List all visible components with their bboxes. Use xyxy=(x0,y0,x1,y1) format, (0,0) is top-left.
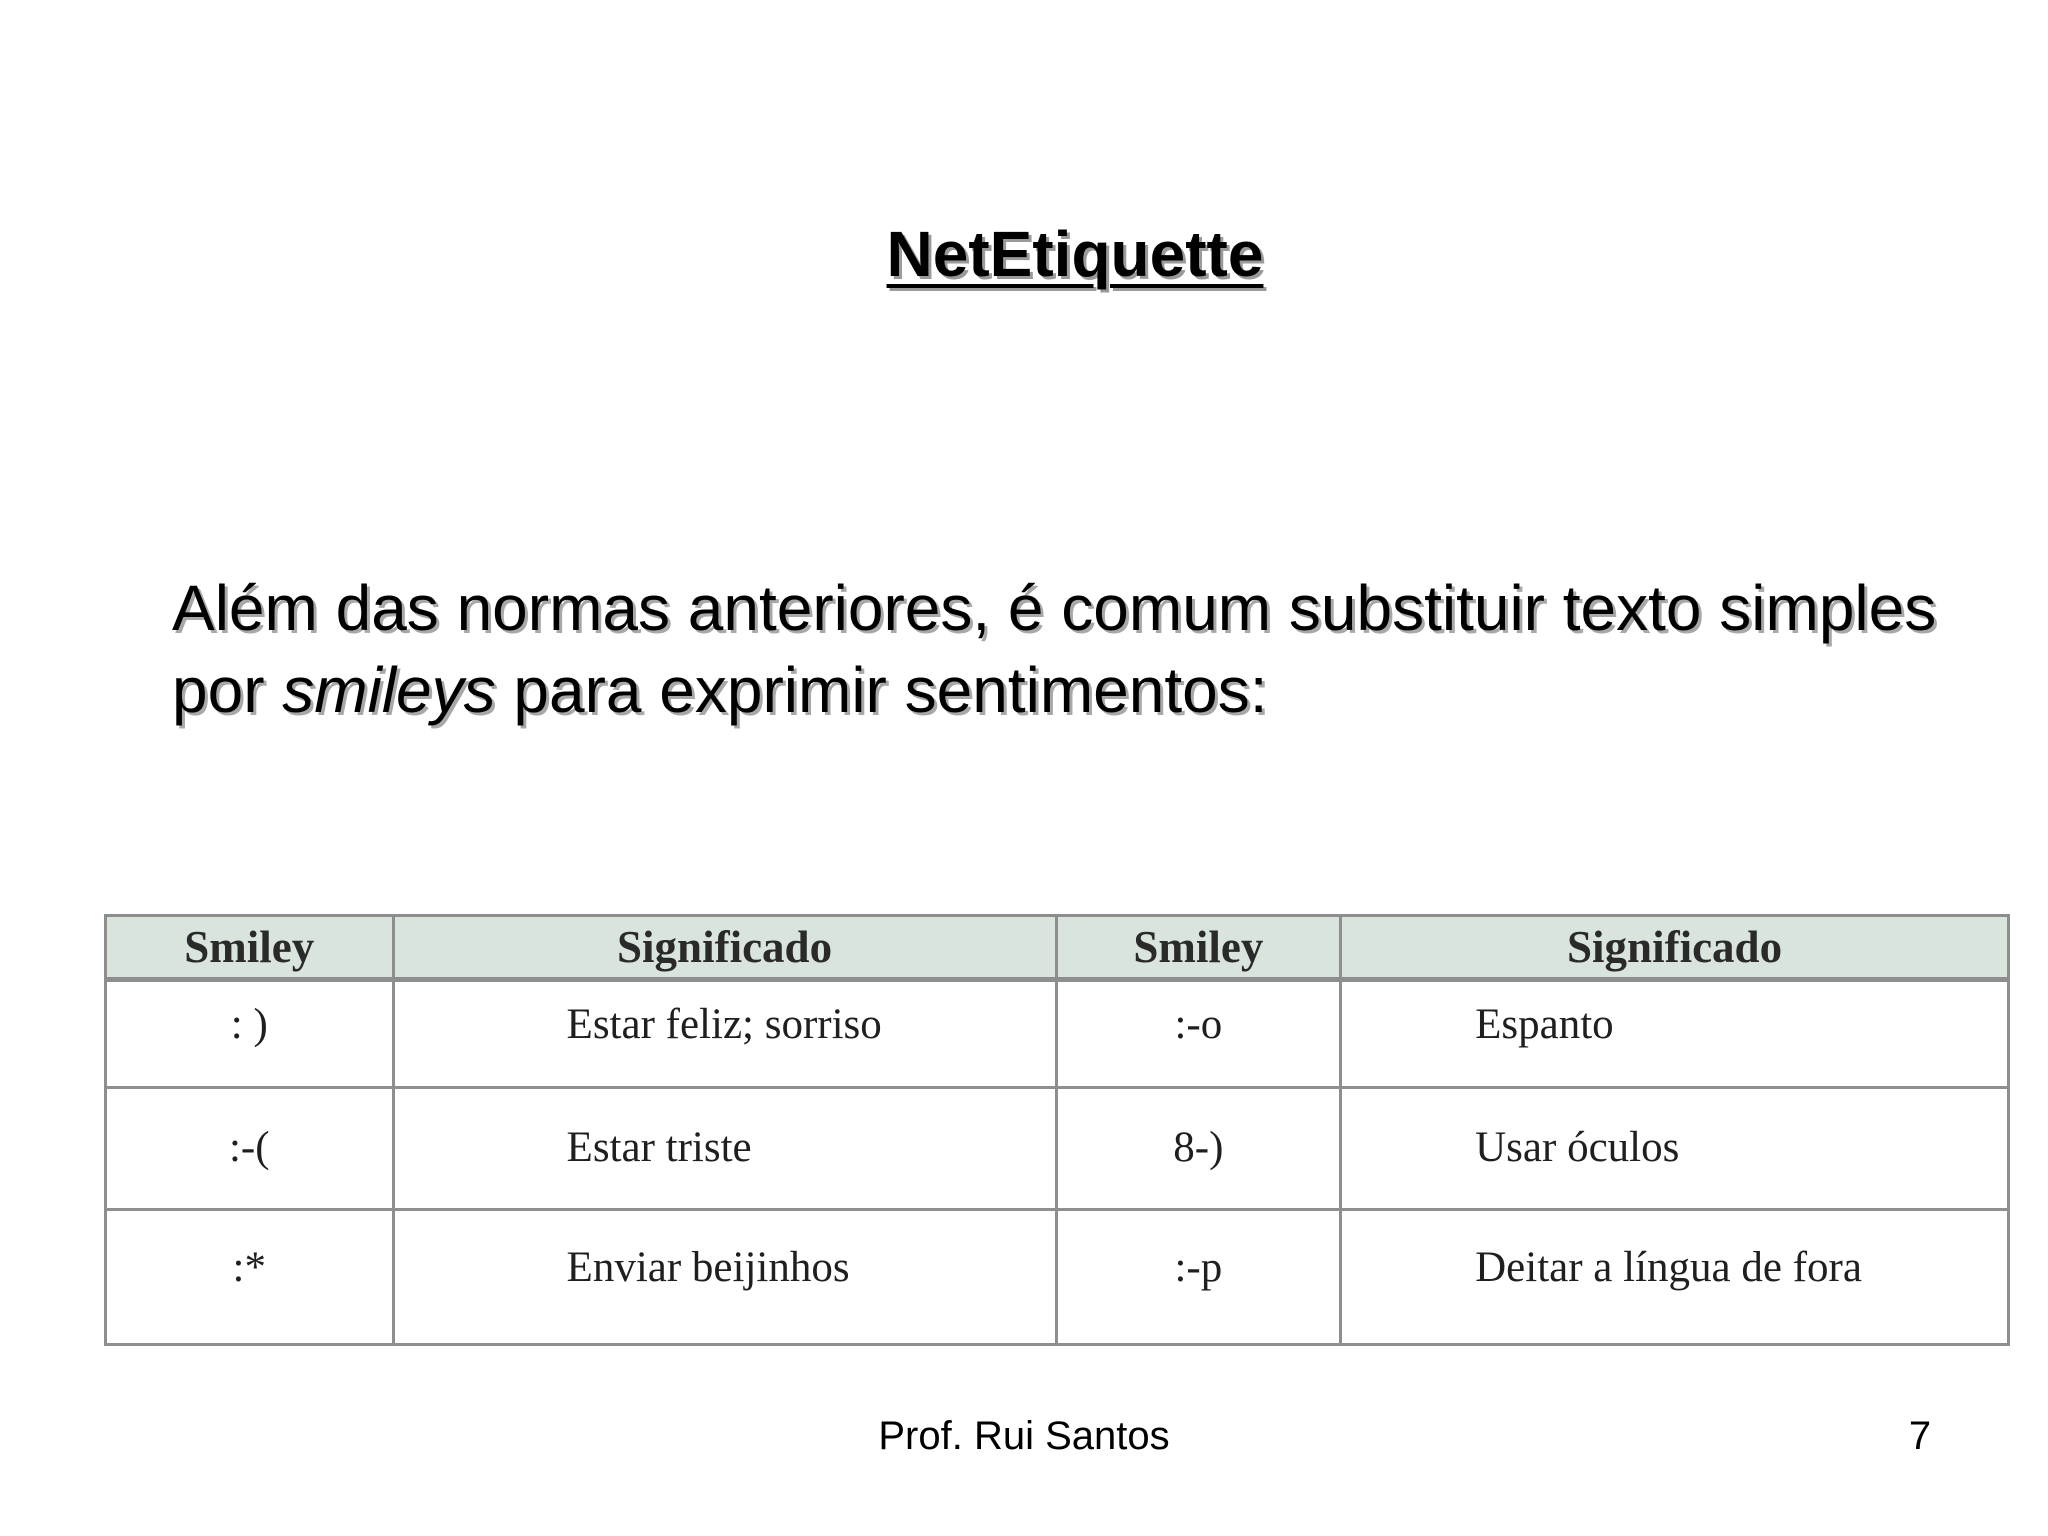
table-row xyxy=(106,980,2009,1088)
header-meaning: Significado xyxy=(1341,916,2009,980)
header-meaning: Significado xyxy=(393,916,1056,980)
slide-title: NetEtiquette xyxy=(886,218,1264,290)
meaning-cell: Espanto xyxy=(1341,980,2009,1088)
meaning-cell: Usar óculos xyxy=(1341,1088,2009,1210)
smiley-cell: : ) xyxy=(106,980,394,1088)
header-smiley: Smiley xyxy=(106,916,394,980)
smiley-cell: :* xyxy=(106,1210,394,1345)
intro-emphasis: smileys xyxy=(282,654,496,726)
smiley-cell: 8-) xyxy=(1056,1088,1341,1210)
meaning-cell: Estar feliz; sorriso xyxy=(393,980,1056,1088)
smiley-cell: :-o xyxy=(1056,980,1341,1088)
intro-text-end: para exprimir sentimentos: xyxy=(495,654,1268,726)
table-header-row xyxy=(106,916,2009,980)
smiley-table xyxy=(104,914,2010,1346)
meaning-cell: Deitar a língua de fora xyxy=(1341,1210,2009,1345)
header-smiley: Smiley xyxy=(1056,916,1341,980)
footer-author: Prof. Rui Santos xyxy=(878,1414,1170,1458)
smiley-cell: :-p xyxy=(1056,1210,1341,1345)
meaning-cell: Enviar beijinhos xyxy=(393,1210,1056,1345)
intro-text: Além das normas anteriores, é comum substituir texto simples por xyxy=(172,572,1937,726)
meaning-cell: Estar triste xyxy=(393,1088,1056,1210)
table-row xyxy=(106,1210,2009,1345)
intro-paragraph xyxy=(172,567,1972,731)
smiley-cell: :-( xyxy=(106,1088,394,1210)
table-row xyxy=(106,1088,2009,1210)
page-number: 7 xyxy=(1908,1414,1932,1458)
